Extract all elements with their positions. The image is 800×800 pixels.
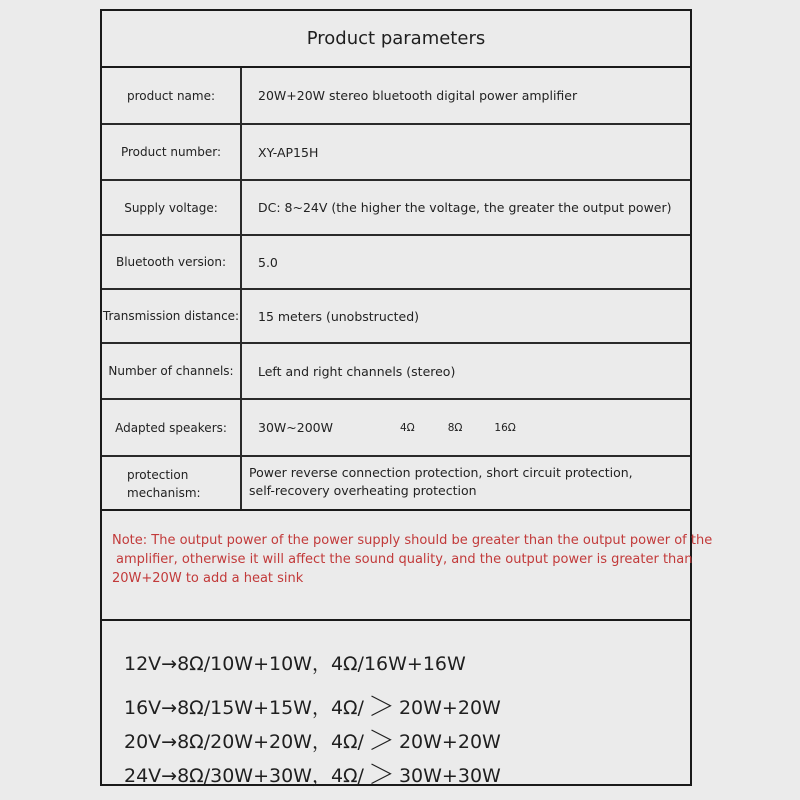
row-label: Product number: xyxy=(102,125,242,179)
row-label: Adapted speakers: xyxy=(102,400,242,455)
power-specs xyxy=(102,623,690,791)
row-label-line: mechanism: xyxy=(127,486,201,500)
spec-line-12v: 12V→8Ω/10W+10W，4Ω/16W+16W xyxy=(124,653,466,675)
row-adapted-speakers xyxy=(102,400,690,457)
row-bluetooth-version xyxy=(102,236,690,290)
row-supply-voltage xyxy=(102,181,690,236)
impedance-8: 8Ω xyxy=(447,421,463,434)
row-value: XY-AP15H xyxy=(258,144,319,160)
row-label-line: protection xyxy=(127,468,189,482)
note-line: amplifier, otherwise it will affect the sound quality, and the output power is greater than xyxy=(116,552,693,567)
note-box xyxy=(102,509,713,621)
row-value: 20W+20W stereo bluetooth digital power amplifier xyxy=(258,88,578,103)
row-value: 15 meters (unobstructed) xyxy=(258,308,420,324)
row-value: Left and right channels (stereo) xyxy=(258,363,456,379)
spec-text: 20V→8Ω/20W+20W，4Ω/ xyxy=(124,731,364,753)
row-label: Number of channels: xyxy=(102,344,242,398)
spec-text: 30W+30W xyxy=(398,765,501,787)
row-value-line: Power reverse connection protection, short circuit protection, xyxy=(249,465,633,480)
row-label: product name: xyxy=(102,68,242,123)
row-label: Bluetooth version: xyxy=(102,236,242,288)
spec-text: 16V→8Ω/15W+15W，4Ω/ xyxy=(124,697,364,719)
row-number-of-channels xyxy=(102,344,690,400)
speaker-power: 30W~200W xyxy=(258,420,333,435)
row-label: Transmission distance: xyxy=(102,290,242,342)
row-product-number xyxy=(102,125,690,181)
spec-text: 20W+20W xyxy=(398,697,501,719)
note-line: Note: The output power of the power supply should be greater than the output power of the xyxy=(112,533,713,548)
note-line: 20W+20W to add a heat sink xyxy=(112,571,304,586)
spec-text: 20W+20W xyxy=(398,731,501,753)
row-value: DC: 8~24V (the higher the voltage, the greater the output power) xyxy=(258,200,672,215)
greater-than-icon: ＞ xyxy=(367,692,395,723)
row-product-name xyxy=(102,68,690,125)
greater-than-icon: ＞ xyxy=(367,760,395,791)
greater-than-icon: ＞ xyxy=(367,726,395,757)
row-value: 5.0 xyxy=(258,254,278,270)
sheet-title: Product parameters xyxy=(102,11,690,68)
impedance-4: 4Ω xyxy=(399,421,415,434)
row-value-line: self-recovery overheating protection xyxy=(249,483,477,498)
row-transmission-distance xyxy=(102,290,690,344)
spec-line-24v xyxy=(124,751,501,790)
row-label xyxy=(102,457,242,511)
row-label: Supply voltage: xyxy=(102,181,242,234)
spec-text: 24V→8Ω/30W+30W，4Ω/ xyxy=(124,765,364,787)
impedance-16: 16Ω xyxy=(494,421,516,434)
row-value xyxy=(258,400,684,455)
row-protection-mechanism xyxy=(102,457,690,511)
parameters-sheet xyxy=(100,9,713,791)
row-value xyxy=(249,457,684,511)
